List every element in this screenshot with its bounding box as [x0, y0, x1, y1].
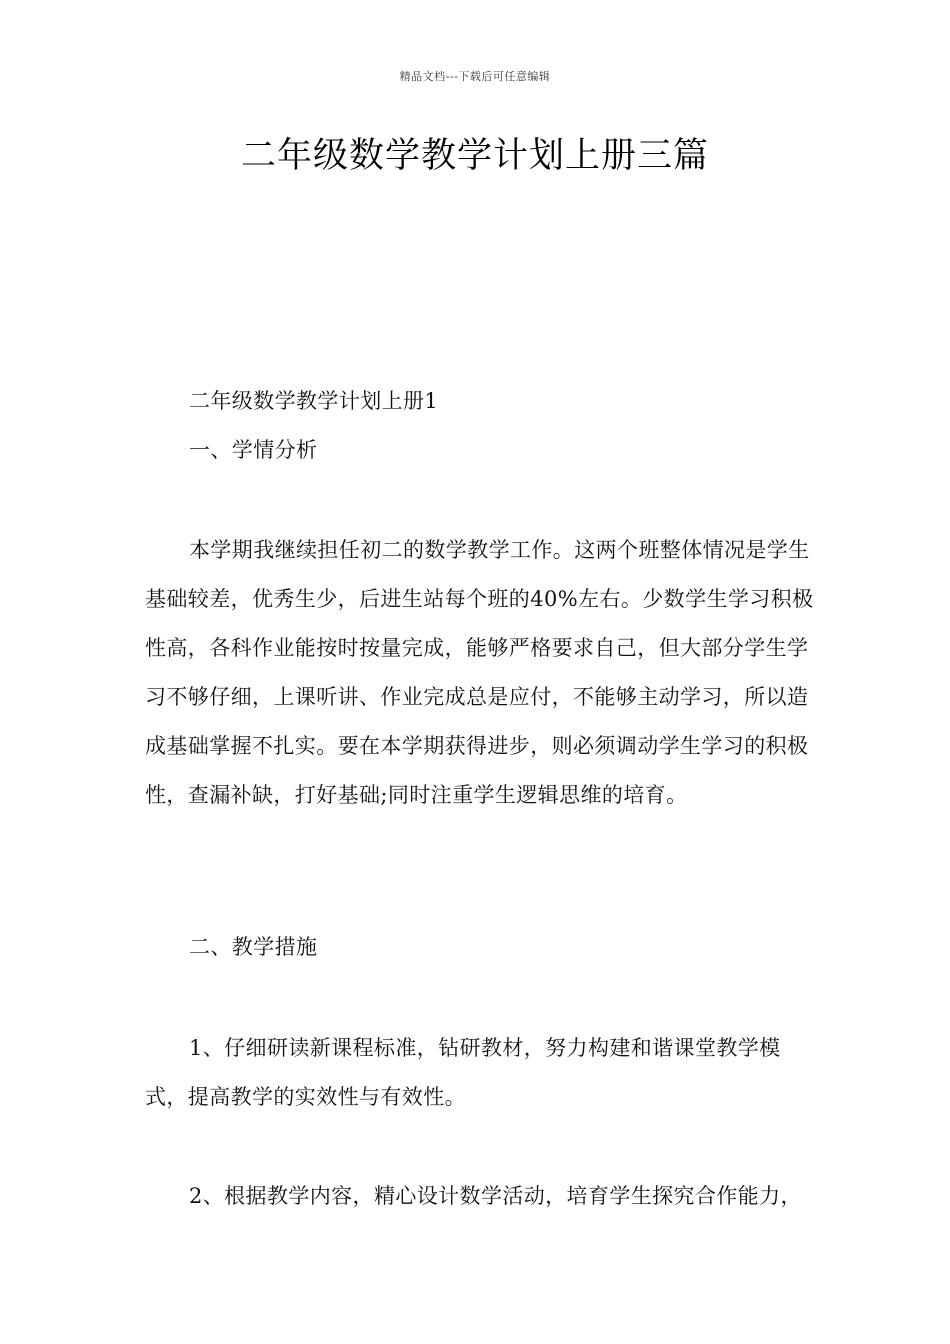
section-heading-analysis: 一、学情分析 — [189, 438, 318, 462]
paragraph-analysis: 本学期我继续担任初二的数学教学工作。这两个班整体情况是学生基础较差，优秀生少，后进生站每个班的40%左右。少数学生学习积极性高，各科作业能按时按量完成，能够严格要求自己，但大部分学生学习不够仔细，上课听讲、作业完成总是应付，不能够主动学习，所以造成基础掌握不扎实。要在本学期获得进步，则必须调动学生学习的积极性，查漏补缺，打好基础;同时注重学生逻辑思维的培育。 — [145, 538, 814, 807]
document-title: 二年级数学教学计划上册三篇 — [240, 136, 709, 176]
paragraph-measure-2: 2、根据教学内容，精心设计数学活动，培育学生探究合作能力， — [189, 1184, 802, 1208]
page-header: 精品文档---下载后可任意编辑 — [399, 70, 551, 83]
section-heading-measures: 二、教学措施 — [189, 935, 318, 959]
document-subtitle: 二年级数学教学计划上册1 — [189, 389, 439, 413]
paragraph-measure-1: 1、仔细研读新课程标准，钻研教材，努力构建和谐课堂教学模式，提高教学的实效性与有效性。 — [145, 1036, 781, 1109]
